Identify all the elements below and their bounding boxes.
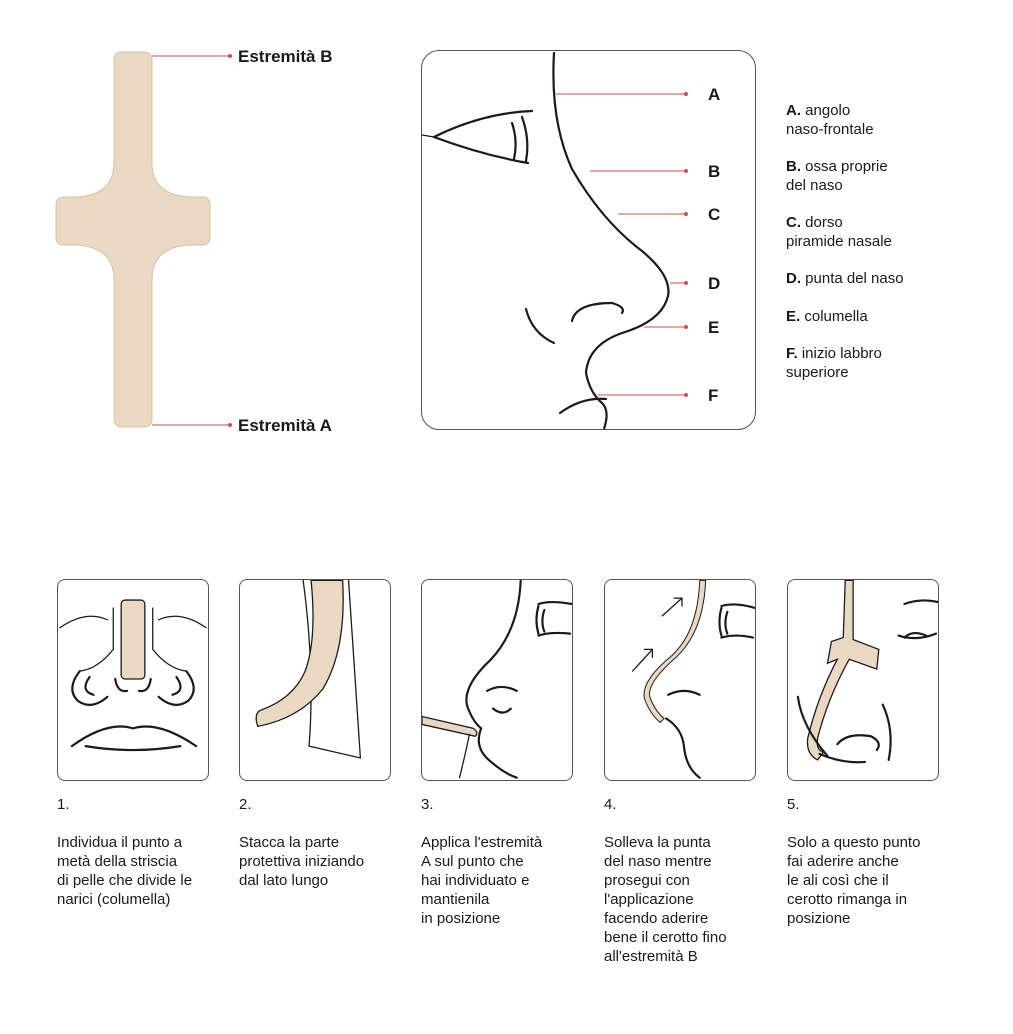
step-3-text bbox=[421, 833, 586, 928]
legend-text: punta del naso bbox=[805, 270, 904, 287]
profile-letter-e: E bbox=[708, 318, 720, 337]
nose-profile-box bbox=[421, 50, 756, 430]
nose-profile-drawing bbox=[422, 51, 756, 430]
step-5-line: cerotto rimanga in bbox=[787, 891, 908, 908]
step-1-number: 1. bbox=[57, 796, 70, 813]
profile-letter-a: A bbox=[708, 85, 721, 104]
step-3-illustration bbox=[421, 579, 573, 781]
legend-item-e bbox=[786, 307, 986, 326]
step-4-illustration bbox=[604, 579, 756, 781]
step-4-line: del naso mentre bbox=[604, 853, 712, 870]
step-1-line: metà della striscia bbox=[57, 853, 178, 870]
step-5-line: posizione bbox=[787, 910, 851, 927]
step-3-line: in posizione bbox=[421, 910, 501, 927]
step-3-line: A sul punto che bbox=[421, 853, 524, 870]
step-2-line: dal lato lungo bbox=[239, 872, 329, 889]
legend-key: D. bbox=[786, 270, 801, 287]
step-2-illustration bbox=[239, 579, 391, 781]
step-5-illustration bbox=[787, 579, 939, 781]
step-5-number: 5. bbox=[787, 796, 800, 813]
step-2-line: Stacca la parte bbox=[239, 834, 340, 851]
step-4-line: prosegui con bbox=[604, 872, 690, 889]
step-1-line: di pelle che divide le bbox=[57, 872, 193, 889]
legend-key: A. bbox=[786, 102, 801, 119]
step-5-line: le ali così che il bbox=[787, 872, 889, 889]
legend-text: columella bbox=[804, 308, 868, 325]
step-1-illustration bbox=[57, 579, 209, 781]
legend-text: dorso bbox=[805, 214, 843, 231]
legend-key: B. bbox=[786, 158, 801, 175]
nasal-strip-shape bbox=[50, 45, 250, 440]
step-3-line: hai individuato e bbox=[421, 872, 530, 889]
step-2-line: protettiva iniziando bbox=[239, 853, 365, 870]
step-4-line: Solleva la punta bbox=[604, 834, 711, 851]
step-2-number: 2. bbox=[239, 796, 252, 813]
end-a-label: Estremità A bbox=[238, 416, 332, 435]
step-4-line: facendo aderire bbox=[604, 910, 709, 927]
step-4-number: 4. bbox=[604, 796, 617, 813]
legend-key: E. bbox=[786, 308, 801, 325]
step-4-line: l'applicazione bbox=[604, 891, 694, 908]
legend-text: naso-frontale bbox=[786, 121, 874, 138]
profile-letter-f: F bbox=[708, 386, 719, 405]
legend-text: inizio labbro bbox=[801, 345, 882, 362]
step-2-text bbox=[239, 833, 404, 890]
legend-text: del naso bbox=[786, 177, 843, 194]
step-1-line: narici (columella) bbox=[57, 891, 171, 908]
profile-letter-b: B bbox=[708, 162, 721, 181]
legend-key: F. bbox=[786, 345, 798, 362]
step-4-line: bene il cerotto fino bbox=[604, 929, 727, 946]
legend-text: ossa proprie bbox=[805, 158, 888, 175]
legend-text: angolo bbox=[805, 102, 851, 119]
legend-item-c bbox=[786, 213, 986, 251]
step-5-text bbox=[787, 833, 952, 928]
profile-letter-d: D bbox=[708, 274, 721, 293]
step-3-number: 3. bbox=[421, 796, 434, 813]
legend-item-d bbox=[786, 269, 986, 288]
legend-item-a bbox=[786, 101, 986, 139]
step-3-line: mantienila bbox=[421, 891, 490, 908]
pointer-line-end-a bbox=[152, 419, 237, 431]
step-3-line: Applica l'estremità bbox=[421, 834, 543, 851]
legend-text: piramide nasale bbox=[786, 233, 892, 250]
legend-key: C. bbox=[786, 214, 801, 231]
step-5-line: fai aderire anche bbox=[787, 853, 899, 870]
end-b-label: Estremità B bbox=[238, 47, 333, 66]
step-4-text bbox=[604, 833, 769, 966]
pointer-line-end-b bbox=[152, 50, 237, 62]
step-1-line: Individua il punto a bbox=[57, 834, 183, 851]
legend-text: superiore bbox=[786, 364, 849, 381]
profile-letter-c: C bbox=[708, 205, 721, 224]
step-4-line: all'estremità B bbox=[604, 948, 698, 965]
legend-item-f bbox=[786, 344, 986, 382]
step-1-text bbox=[57, 833, 222, 909]
legend-item-b bbox=[786, 157, 986, 195]
step-5-line: Solo a questo punto bbox=[787, 834, 921, 851]
